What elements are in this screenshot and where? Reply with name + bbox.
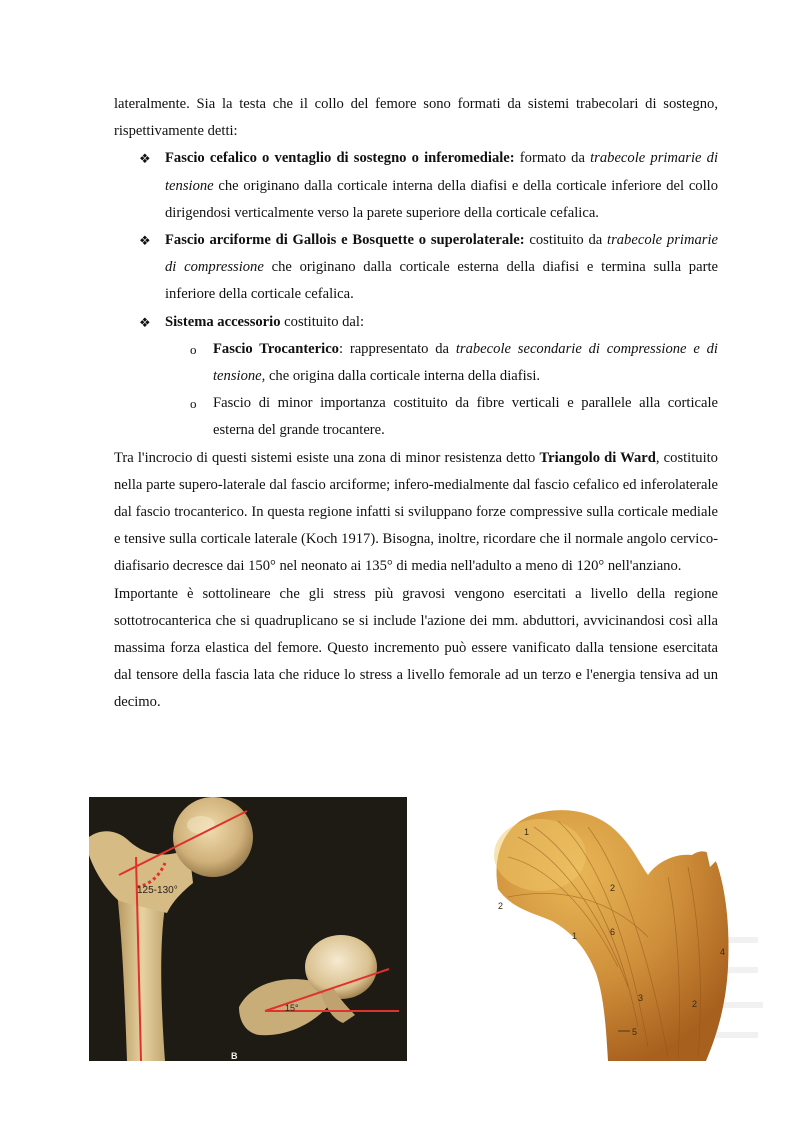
panel-label: B [231, 1051, 238, 1061]
region-number: 2 [498, 901, 504, 911]
bullet-title: Fascio arciforme di Gallois e Bosquette o superolaterale: [165, 232, 525, 249]
bullet-title: Fascio cefalico o ventaglio di sostegno o inferomediale: [165, 150, 515, 167]
anteversion-label: 15° [285, 1003, 299, 1013]
body-text [114, 91, 718, 717]
bullet-arciforme: ❖ Fascio arciforme di Gallois e Bosquette o superolaterale: costituito da trabecole primarie di compressione che originano dalla corticale esterna della diafisi e termina sulla parte inferiore della corticale cefalica. [114, 227, 718, 309]
subbullet-minor: o Fascio di minor importanza costituito da fibre verticali e parallele alla corticale esterna del grande trocantere. [114, 390, 718, 444]
diamond-bullet-icon: ❖ [139, 233, 151, 249]
diamond-bullet-icon: ❖ [139, 314, 151, 330]
diamond-bullet-icon: ❖ [139, 151, 151, 167]
region-number: 2 [692, 999, 698, 1009]
region-number: 6 [610, 927, 616, 937]
bullet-accessorio: ❖ Sistema accessorio costituito dal: [114, 309, 718, 336]
bullet-cefalico: ❖ Fascio cefalico o ventaglio di sostegno o inferomediale: formato da trabecole primarie di tensione che originano dalla corticale interna della diafisi e della corticale inferiore del collo dirigendosi verticalmente verso la parete superiore della corticale cefalica. [114, 145, 718, 227]
subbullet-title: Fascio Trocanterico [213, 340, 339, 357]
femur-angle-photo [89, 797, 407, 1061]
stress-paragraph: Importante è sottolineare che gli stress più gravosi vengono esercitati a livello della regione sottotrocanterica che si quadruplicano se si include l'azione dei mm. abduttori, avvicinandosi così alla massima forza elastica del femore. Questo incremento può essere vanificato dalla tensione esercitata dal tensore della fascia lata che riduce lo stress a livello femorale ad un terzo e l'energia tensiva ad un decimo. [114, 585, 718, 711]
angle-label: 125-130° [137, 885, 178, 896]
subbullet-trocanterico: o Fascio Trocanterico: rappresentato da trabecole secondarie di compressione e di tensione, che origina dalla corticale interna della diafisi. [114, 336, 718, 390]
circle-bullet-icon: o [190, 341, 197, 357]
intro-paragraph: lateralmente. Sia la testa che il collo del femore sono formati da sistemi trabecolari di sostegno, rispettivamente detti: [114, 96, 718, 140]
ward-term: Triangolo di Ward [539, 449, 656, 466]
femur-section-illustration [478, 797, 768, 1061]
femur-section-photo [478, 797, 768, 1061]
region-number: 1 [572, 931, 578, 941]
femur-angle-illustration [89, 797, 407, 1061]
ward-paragraph: Tra l'incrocio di questi sistemi esiste una zona di minor resistenza detto Triangolo di Ward, costituito nella parte supero-laterale dal fascio arciforme; infero-medialmente dal fascio cefalico ed inferolaterale dal fascio trocanterico. In questa regione infatti si sviluppano forze compressive sulla corticale mediale e tensive sulla corticale laterale (Koch 1917). Bisogna, inoltre, ricordare che il normale angolo cervico-diafisario decresce dai 150° nel neonato ai 135° di media nell'adulto a meno di 120° nell'anziano. [114, 449, 718, 575]
bullet-title: Sistema accessorio [165, 313, 281, 330]
circle-bullet-icon: o [190, 396, 197, 412]
region-number: 5 [632, 1027, 638, 1037]
region-number: 2 [610, 883, 616, 893]
region-number: 1 [524, 827, 530, 837]
region-number: 4 [720, 947, 726, 957]
region-number: 3 [638, 993, 644, 1003]
